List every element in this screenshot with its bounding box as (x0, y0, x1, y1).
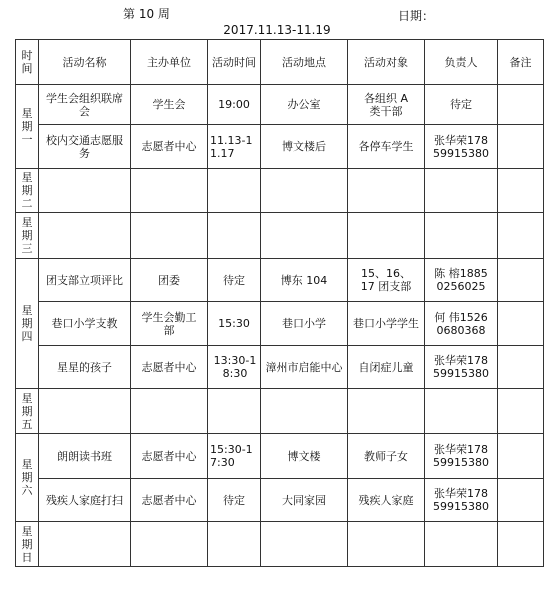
note (498, 434, 544, 479)
date-label: 日期： (398, 9, 435, 23)
place: 博文楼后 (261, 125, 348, 169)
activity-name (39, 522, 131, 567)
day-cell-saturday: 星期六 (16, 434, 39, 522)
target (348, 213, 425, 259)
activity-name: 团支部立项评比 (39, 259, 131, 302)
person: 张华荣17859915380 (425, 479, 498, 522)
organizer: 志愿者中心 (131, 434, 208, 479)
place (261, 169, 348, 213)
activity-time: 11.13-11.17 (208, 125, 261, 169)
column-header-organizer: 主办单位 (131, 40, 208, 85)
table-row (16, 479, 544, 522)
column-header-activity: 活动名称 (39, 40, 131, 85)
person (425, 213, 498, 259)
note (498, 213, 544, 259)
organizer (131, 389, 208, 434)
activity-name: 巷口小学支教 (39, 302, 131, 346)
column-header-person: 负责人 (425, 40, 498, 85)
organizer: 志愿者中心 (131, 346, 208, 389)
activity-time (208, 389, 261, 434)
day-cell-sunday: 星期日 (16, 522, 39, 567)
column-header-place: 活动地点 (261, 40, 348, 85)
table-row (16, 434, 544, 479)
day-cell-tuesday: 星期二 (16, 169, 39, 213)
person (425, 169, 498, 213)
target (348, 169, 425, 213)
target: 残疾人家庭 (348, 479, 425, 522)
note (498, 125, 544, 169)
day-cell-thursday: 星期四 (16, 259, 39, 389)
table-row (16, 346, 544, 389)
place: 大同家园 (261, 479, 348, 522)
date-range: 2017.11.13-11.19 (223, 23, 331, 37)
table-row (16, 259, 544, 302)
target (348, 389, 425, 434)
place: 博文楼 (261, 434, 348, 479)
place: 巷口小学 (261, 302, 348, 346)
organizer: 学生会 (131, 85, 208, 125)
column-header-note: 备注 (498, 40, 544, 85)
organizer: 志愿者中心 (131, 125, 208, 169)
note (498, 346, 544, 389)
person (425, 389, 498, 434)
note (498, 479, 544, 522)
column-header-activity-time: 活动时间 (208, 40, 261, 85)
activity-name: 残疾人家庭打扫 (39, 479, 131, 522)
place: 博东 104 (261, 259, 348, 302)
activity-name: 朗朗读书班 (39, 434, 131, 479)
activity-time (208, 169, 261, 213)
note (498, 259, 544, 302)
activity-time (208, 213, 261, 259)
target: 各停车学生 (348, 125, 425, 169)
table-row (16, 522, 544, 567)
place: 漳州市启能中心 (261, 346, 348, 389)
person: 待定 (425, 85, 498, 125)
person: 张华荣17859915380 (425, 125, 498, 169)
activity-time: 15:30 (208, 302, 261, 346)
target: 巷口小学学生 (348, 302, 425, 346)
activity-name (39, 389, 131, 434)
note (498, 522, 544, 567)
note (498, 85, 544, 125)
day-cell-wednesday: 星期三 (16, 213, 39, 259)
place (261, 389, 348, 434)
activity-time: 15:30-17:30 (208, 434, 261, 479)
organizer: 志愿者中心 (131, 479, 208, 522)
organizer: 团委 (131, 259, 208, 302)
column-header-time: 时间 (16, 40, 39, 85)
day-cell-friday: 星期五 (16, 389, 39, 434)
table-row (16, 125, 544, 169)
table-row (16, 169, 544, 213)
target: 各组织 A 类干部 (348, 85, 425, 125)
target: 15、16、17 团支部 (348, 259, 425, 302)
place (261, 213, 348, 259)
activity-name: 星星的孩子 (39, 346, 131, 389)
table-row (16, 302, 544, 346)
place: 办公室 (261, 85, 348, 125)
activity-name (39, 213, 131, 259)
table-row (16, 389, 544, 434)
note (498, 389, 544, 434)
activity-time: 13:30-18:30 (208, 346, 261, 389)
column-header-target: 活动对象 (348, 40, 425, 85)
person: 张华荣17859915380 (425, 434, 498, 479)
person (425, 522, 498, 567)
activity-time: 19:00 (208, 85, 261, 125)
activity-name: 校内交通志愿服务 (39, 125, 131, 169)
target: 自闭症儿童 (348, 346, 425, 389)
place (261, 522, 348, 567)
table-row (16, 85, 544, 125)
note (498, 169, 544, 213)
target (348, 522, 425, 567)
table-row (16, 213, 544, 259)
person: 张华荣17859915380 (425, 346, 498, 389)
table-header-row (16, 40, 544, 85)
organizer (131, 522, 208, 567)
person: 何 伟15260680368 (425, 302, 498, 346)
organizer (131, 213, 208, 259)
week-number: 第 10 周 (123, 7, 170, 21)
activity-time: 待定 (208, 259, 261, 302)
target: 教师子女 (348, 434, 425, 479)
activity-name (39, 169, 131, 213)
organizer: 学生会勤工部 (131, 302, 208, 346)
weekly-activity-table (15, 39, 544, 567)
activity-time (208, 522, 261, 567)
activity-time: 待定 (208, 479, 261, 522)
organizer (131, 169, 208, 213)
note (498, 302, 544, 346)
activity-name: 学生会组织联席会 (39, 85, 131, 125)
day-cell-monday: 星期一 (16, 85, 39, 169)
person: 陈 榕18850256025 (425, 259, 498, 302)
